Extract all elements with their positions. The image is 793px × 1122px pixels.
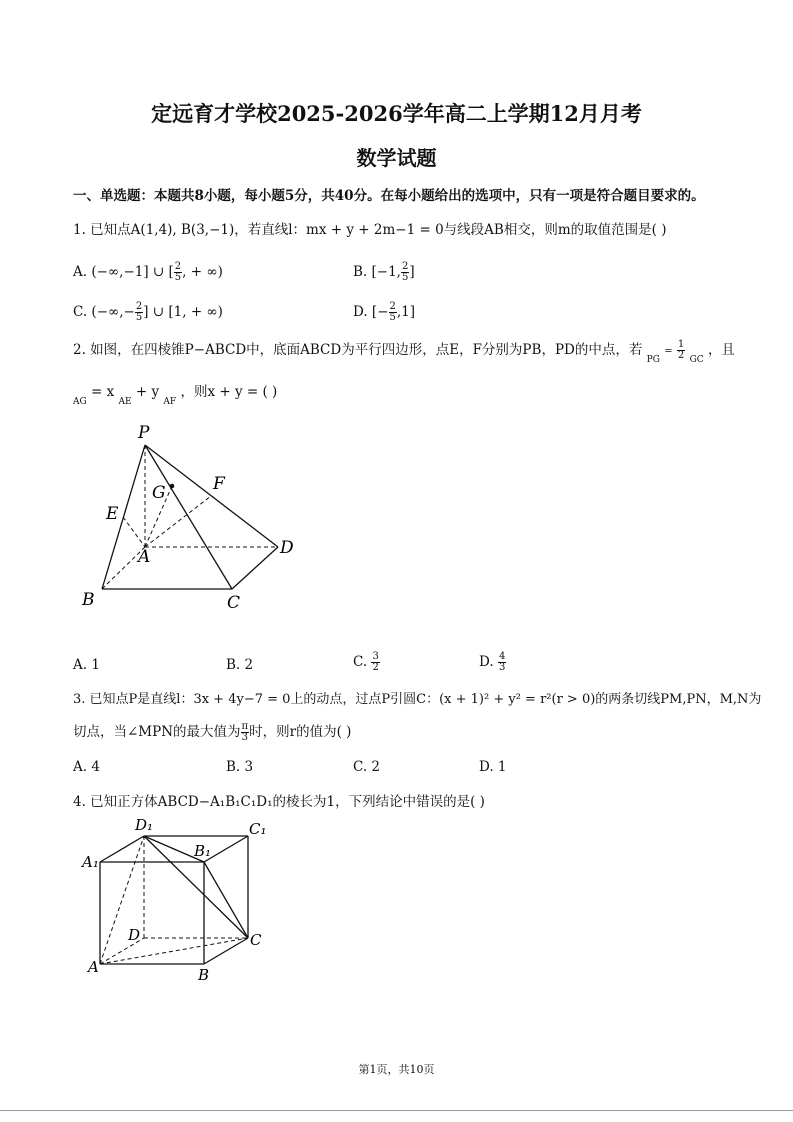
label-d: D bbox=[128, 926, 141, 944]
q1-d-pre: D. [− bbox=[353, 304, 389, 320]
q2-frac-den: 2 bbox=[677, 350, 685, 361]
q3-frac bbox=[241, 722, 250, 743]
label-a: A bbox=[88, 958, 99, 976]
edge-a1d1 bbox=[100, 836, 144, 862]
q1-b-den: 5 bbox=[401, 272, 409, 283]
point-g bbox=[170, 484, 175, 489]
q2-vec-gc: GC bbox=[689, 355, 704, 365]
edge-cd bbox=[232, 547, 278, 589]
q1-b-num: 2 bbox=[401, 261, 409, 272]
q2-frac bbox=[677, 340, 685, 361]
q1-c-post: ] ∪ [1, + ∞) bbox=[143, 304, 223, 320]
label-c1: C₁ bbox=[249, 820, 267, 838]
q2-eq: = bbox=[664, 346, 673, 357]
label-b: B bbox=[198, 966, 210, 984]
q2-text1: 2. 如图，在四棱锥P−ABCD中，底面ABCD为平行四边形，点E，F分别为PB，PD的中点，若 bbox=[73, 342, 643, 358]
diag-ad1 bbox=[100, 836, 144, 964]
q1-c-den: 5 bbox=[135, 312, 143, 323]
q1-option-d bbox=[353, 302, 415, 323]
q2-tail1: ，且 bbox=[707, 342, 735, 358]
q2-c-num: 3 bbox=[372, 651, 379, 662]
q2-c-den: 2 bbox=[372, 662, 379, 673]
q3-option-d: D. 1 bbox=[479, 759, 507, 775]
label-d: D bbox=[280, 538, 294, 558]
label-e: E bbox=[106, 504, 119, 524]
q2-tail2: ，则x + y = ( ) bbox=[180, 384, 278, 400]
q2-d-num: 4 bbox=[498, 651, 506, 662]
label-c: C bbox=[250, 931, 262, 949]
q3-line1: 3. 已知点P是直线l：3x + 4y−7 = 0上的动点，过点P引圆C：(x + 1)² + y² = r²(r > 0)的两条切线PM,PN，M,N为 bbox=[73, 692, 762, 707]
q1-a-post: , + ∞) bbox=[182, 264, 223, 280]
bottom-rule bbox=[0, 1110, 793, 1111]
q2-option-a: A. 1 bbox=[73, 657, 100, 673]
q1-stem: 1. 已知点A(1,4), B(3,−1)，若直线l：mx + y + 2m−1 = 0与线段AB相交，则m的取值范围是( ) bbox=[73, 222, 667, 238]
q2-option-d bbox=[479, 652, 506, 673]
q2-line1 bbox=[73, 338, 735, 365]
q1-a-den: 5 bbox=[174, 272, 182, 283]
q1-d-frac bbox=[389, 302, 397, 323]
q2-d-pre: D. bbox=[479, 654, 498, 670]
label-g: G bbox=[152, 483, 166, 503]
q3-text2a: 切点，当∠MPN的最大值为 bbox=[73, 724, 241, 740]
q1-d-post: ,1] bbox=[396, 304, 416, 320]
q2-d-den: 3 bbox=[498, 662, 506, 673]
q1-a-pre: A. (−∞,−1] ∪ [ bbox=[73, 264, 174, 280]
q2-vec-af: AF bbox=[163, 397, 177, 407]
q2-option-b: B. 2 bbox=[226, 657, 254, 673]
label-a: A bbox=[138, 547, 151, 567]
segment-ae bbox=[123, 517, 145, 547]
q1-b-pre: B. [−1, bbox=[353, 264, 401, 280]
q2-c-frac bbox=[371, 652, 379, 673]
page-subtitle: 数学试题 bbox=[356, 146, 437, 170]
label-b1: B₁ bbox=[194, 842, 212, 860]
q2-vec-ae: AE bbox=[118, 397, 132, 407]
edge-pc bbox=[145, 445, 232, 589]
q4-stem: 4. 已知正方体ABCD−A₁B₁C₁D₁的棱长为1，下列结论中错误的是( ) bbox=[73, 794, 485, 810]
segment-af bbox=[145, 496, 211, 547]
diag-b1c bbox=[204, 862, 248, 938]
q1-a-frac bbox=[174, 262, 182, 283]
label-f: F bbox=[213, 474, 225, 494]
label-d1: D₁ bbox=[135, 816, 154, 834]
q2-vec-pg: PG bbox=[646, 355, 660, 365]
q3-option-b: B. 3 bbox=[226, 759, 254, 775]
q2-plus: + y bbox=[135, 384, 160, 400]
label-a1: A₁ bbox=[82, 853, 99, 871]
q1-d-num: 2 bbox=[389, 301, 396, 312]
q1-option-b bbox=[353, 262, 415, 283]
label-b: B bbox=[82, 590, 95, 610]
q2-frac-num: 1 bbox=[677, 339, 685, 350]
q1-c-pre: C. (−∞,− bbox=[73, 304, 135, 320]
q3-line2 bbox=[73, 720, 351, 743]
page-footer: 第1页，共10页 bbox=[358, 1063, 435, 1076]
label-p: P bbox=[138, 423, 150, 443]
q3-frac-den: 3 bbox=[241, 732, 248, 743]
section-heading: 一、单选题：本题共8小题，每小题5分，共40分。在每小题给出的选项中，只有一项是符合题目要求的。 bbox=[73, 188, 705, 204]
label-c: C bbox=[227, 593, 241, 613]
q1-d-den: 5 bbox=[389, 312, 396, 323]
q2-option-c bbox=[353, 652, 380, 673]
q2-eq2: = x bbox=[91, 384, 115, 400]
q2-line2 bbox=[73, 380, 278, 407]
q2-vec-ag: AG bbox=[73, 397, 87, 407]
q3-text2b: 时，则r的值为( ) bbox=[249, 724, 352, 740]
q3-frac-num: π bbox=[241, 721, 249, 732]
q1-a-num: 2 bbox=[174, 261, 182, 272]
q1-c-num: 2 bbox=[135, 301, 143, 312]
q1-b-post: ] bbox=[409, 264, 415, 280]
q1-c-frac bbox=[135, 302, 143, 323]
q1-option-a bbox=[73, 262, 223, 283]
q2-d-frac bbox=[498, 652, 506, 673]
cube-figure bbox=[78, 812, 278, 987]
q3-option-a: A. 4 bbox=[73, 759, 100, 775]
q2-c-pre: C. bbox=[353, 654, 372, 670]
q3-option-c: C. 2 bbox=[353, 759, 381, 775]
q1-option-c bbox=[73, 302, 223, 323]
page-title: 定远育才学校2025-2026学年高二上学期12月月考 bbox=[151, 101, 642, 126]
pyramid-figure bbox=[70, 415, 310, 615]
